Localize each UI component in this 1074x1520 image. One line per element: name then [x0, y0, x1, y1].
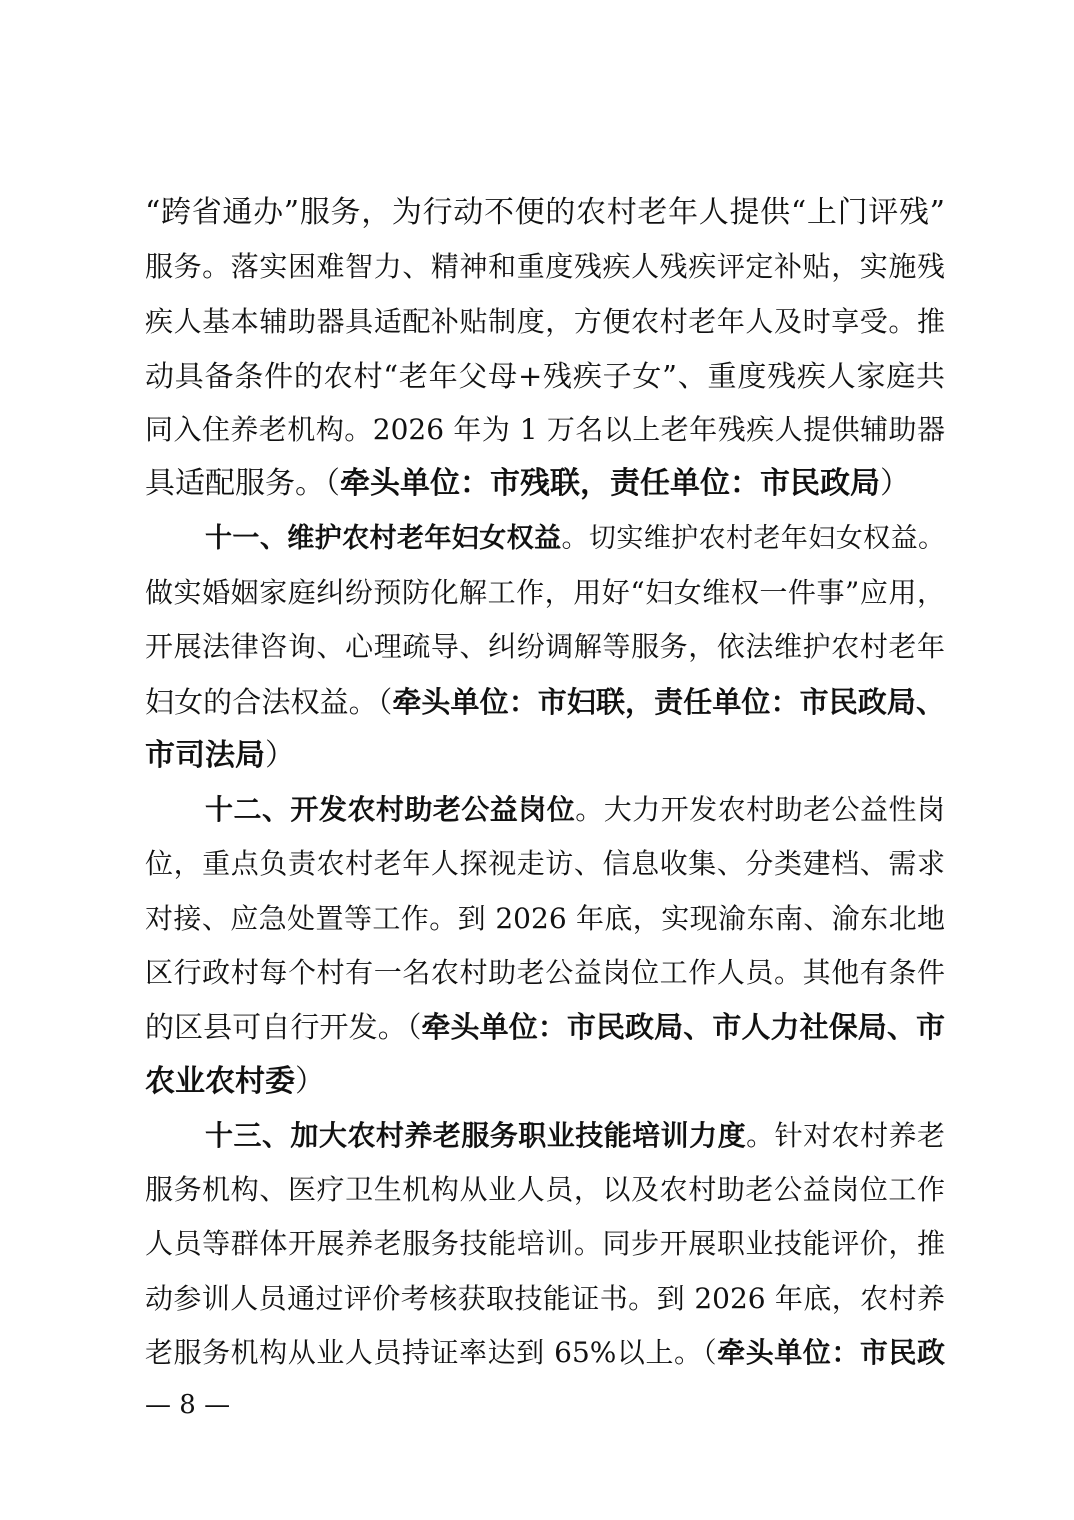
responsible-units: 市司法局: [145, 738, 265, 773]
text-line: 服务。落实困难智力、精神和重度残疾人残疾评定补贴，实施残: [145, 250, 945, 283]
text-line: “跨省通办”服务，为行动不便的农村老年人提供“上门评残”: [145, 195, 945, 230]
responsible-units: 牵头单位：市妇联，责任单位：市民政局、: [392, 685, 945, 719]
section-heading: 十二、开发农村助老公益岗位: [205, 793, 576, 826]
text-line: 动具备条件的农村“老年父母+残疾子女”、重度残疾人家庭共: [145, 359, 945, 393]
text-line: 开展法律咨询、心理疏导、纠纷调解等服务，依法维护农村老年: [145, 630, 945, 663]
text-line: 动参训人员通过评价考核获取技能证书。到 2026 年底，农村养: [145, 1282, 945, 1315]
text-line: [145, 1059, 945, 1105]
text-line: 区行政村每个村有一名农村助老公益岗位工作人员。其他有条件: [145, 956, 945, 989]
text-fragment: 的区县可自行开发。（: [145, 1010, 422, 1044]
text-line: [145, 1330, 945, 1376]
text-fragment: ）: [880, 466, 910, 501]
responsible-units: 农业农村委: [145, 1064, 295, 1099]
text-fragment: 。针对农村养老: [746, 1119, 945, 1152]
text-line: 人员等群体开展养老服务技能培训。同步开展职业技能评价，推: [145, 1227, 945, 1260]
text-line: 同入住养老机构。2026 年为 1 万名以上老年残疾人提供辅助器: [145, 413, 945, 446]
responsible-units: 牵头单位：市民政局、市人力社保局、市: [421, 1010, 945, 1044]
text-line: [145, 1004, 945, 1050]
text-line: 做实婚姻家庭纠纷预防化解工作，用好“妇女维权一件事”应用，: [145, 576, 945, 609]
responsible-units: 牵头单位：市民政: [717, 1336, 945, 1369]
text-line: 疾人基本辅助器具适配补贴制度，方便农村老年人及时享受。推: [145, 305, 945, 338]
text-line: [145, 733, 945, 779]
text-fragment: ）: [265, 738, 295, 773]
section-heading: 十一、维护农村老年妇女权益: [205, 523, 562, 554]
text-fragment: ）: [295, 1064, 325, 1099]
page-number: — 8 —: [145, 1390, 231, 1420]
text-fragment: 老服务机构从业人员持证率达到 65%以上。（: [145, 1336, 718, 1369]
section-first-line: [205, 787, 945, 833]
text-line: [145, 679, 945, 725]
section-heading: 十三、加大农村养老服务职业技能培训力度: [205, 1119, 747, 1152]
text-fragment: 妇女的合法权益。（: [145, 685, 393, 719]
text-line: 位，重点负责农村老年人探视走访、信息收集、分类建档、需求: [145, 847, 945, 880]
text-line: [145, 461, 945, 507]
text-line: 对接、应急处置等工作。到 2026 年底，实现渝东南、渝东北地: [145, 902, 945, 935]
section-first-line: [205, 516, 945, 562]
text-fragment: 具适配服务。（: [145, 466, 340, 501]
text-fragment: 。切实维护农村老年妇女权益。: [561, 523, 945, 554]
responsible-units: 牵头单位：市残联，责任单位：市民政局: [340, 466, 880, 501]
section-first-line: [205, 1113, 945, 1159]
text-fragment: 。大力开发农村助老公益性岗: [575, 793, 945, 826]
text-line: 服务机构、医疗卫生机构从业人员，以及农村助老公益岗位工作: [145, 1173, 945, 1206]
